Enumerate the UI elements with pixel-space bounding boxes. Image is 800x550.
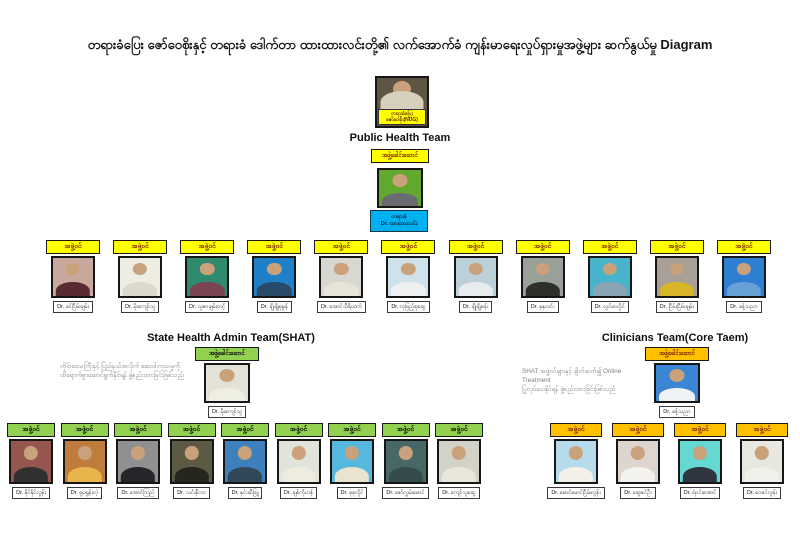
top-leader-label-line1: တရားခံပြေး [391, 111, 413, 117]
member-photo [277, 439, 321, 484]
member-photo [616, 439, 660, 484]
member-role-tag: အဖွဲ့ဝင် [435, 423, 483, 437]
member-card [220, 423, 270, 499]
clinicians-team-title: Clinicians Team(Core Taem) [601, 332, 749, 344]
member-role-tag: အဖွဲ့ဝင် [674, 423, 726, 437]
member-role-tag: အဖွဲ့ဝင် [550, 423, 602, 437]
person-head-shape [66, 263, 80, 276]
member-name-plate: Dr. နုနုလင်း [527, 301, 559, 313]
member-role-tag: အဖွဲ့ဝင် [114, 423, 162, 437]
member-role-tag: အဖွဲ့ဝင် [247, 240, 301, 254]
person-head-shape [755, 446, 769, 460]
member-role-tag: အဖွဲ့ဝင် [314, 240, 368, 254]
person-body-shape [190, 282, 224, 298]
person-body-shape [257, 282, 291, 298]
member-name-plate: Dr. အောင်သီရိထက် [317, 301, 366, 313]
member-photo [722, 256, 766, 298]
public-health-leader-name-box [370, 210, 428, 232]
member-name-plate: Dr. မိုးကျော်သူ [121, 301, 159, 313]
member-role-tag: အဖွဲ့ဝင် [382, 423, 430, 437]
person-body-shape [391, 282, 425, 298]
person-body-shape [121, 467, 155, 484]
clinicians-leader-card [641, 347, 713, 418]
member-name-plate: Dr. ဝေဇင်လွန်း [743, 487, 781, 499]
person-head-shape [468, 263, 482, 276]
person-body-shape [174, 467, 208, 484]
leader-box-line1: တရားခံ [391, 214, 407, 220]
member-card [434, 423, 484, 499]
member-photo [118, 256, 162, 298]
person-body-shape [621, 467, 655, 484]
member-card [310, 240, 372, 313]
member-name-plate: Dr. အောင်ကြည် [117, 487, 158, 499]
member-name-plate: Dr. ခင်ငြိမ်းချမ်း [53, 301, 93, 313]
member-role-tag: အဖွဲ့ဝင် [736, 423, 788, 437]
person-head-shape [398, 446, 412, 460]
person-body-shape [525, 282, 559, 298]
member-card [646, 240, 708, 313]
person-head-shape [392, 174, 407, 186]
person-head-shape [603, 263, 617, 276]
member-name-plate: Dr. ကျော်သူဆွေ [438, 487, 479, 499]
person-head-shape [631, 446, 645, 460]
member-role-tag: အဖွဲ့ဝင် [113, 240, 167, 254]
member-photo [437, 439, 481, 484]
member-photo [319, 256, 363, 298]
member-photo [330, 439, 374, 484]
clinicians-description-line2: ပြုလုပ်ပေးနိုင်ရန် ဖွဲ့စည်းထားခြင်းဖြစ်သည် [522, 386, 616, 393]
member-name-plate: Dr. ဇော်လွှမ်းမောင် [382, 487, 428, 499]
member-name-plate: Dr. ချိုချိုစန်း [459, 301, 492, 313]
person-head-shape [670, 263, 684, 276]
person-body-shape [209, 388, 245, 403]
member-card [60, 423, 110, 499]
clinicians-leader-tag: အဖွဲ့ခေါင်းဆောင် [645, 347, 709, 361]
person-body-shape [727, 282, 761, 298]
member-photo [678, 439, 722, 484]
person-body-shape [442, 467, 476, 484]
person-head-shape [77, 446, 91, 460]
member-photo [740, 439, 784, 484]
person-head-shape [401, 263, 415, 276]
public-health-leader-tag: အဖွဲ့ခေါင်းဆောင် [371, 149, 429, 163]
shat-members-row [6, 423, 484, 499]
member-photo [588, 256, 632, 298]
person-body-shape [67, 467, 101, 484]
member-photo [384, 439, 428, 484]
member-card [670, 423, 730, 499]
member-role-tag: အဖွဲ့ဝင် [449, 240, 503, 254]
person-body-shape [388, 467, 422, 484]
person-head-shape [131, 446, 145, 460]
shat-leader-card [191, 347, 263, 418]
member-name-plate: Dr. လှဖြည့်စုဆွေ [387, 301, 429, 313]
person-body-shape [745, 467, 779, 484]
member-role-tag: အဖွဲ့ဝင် [516, 240, 570, 254]
member-name-plate: Dr. ချစ်ကိုဟန် [280, 487, 317, 499]
member-photo [116, 439, 160, 484]
shat-leader-tag: အဖွဲ့ခေါင်းဆောင် [195, 347, 259, 361]
member-card [327, 423, 377, 499]
person-head-shape [267, 263, 281, 276]
member-photo [554, 439, 598, 484]
member-photo [170, 439, 214, 484]
member-name-plate: Dr. မောင်မောင်ငြိမ်းလွန်း [547, 487, 604, 499]
shat-description-line2: ထိရောက်စွာဆောင်ရွက်နိုင်ရန် ဖွဲ့စည်းထားခြင်းဖြစ်သည် [60, 372, 184, 379]
shat-team-title: State Health Admin Team(SHAT) [147, 332, 315, 344]
person-head-shape [219, 369, 234, 381]
clinicians-members-row [546, 423, 792, 499]
person-body-shape [228, 467, 262, 484]
member-role-tag: အဖွဲ့ဝင် [328, 423, 376, 437]
diagram-title: တရားခံပြေး ဇော်ဝေစိုးနှင့် တရားခံ ဒေါက်တာ ထားထားလင်းတို့၏ လက်အောက်ခံ ကျန်းမာရေးလှုပ်ရှားမှုအဖွဲ့များ ဆက်နွယ်မှု Diagram [87, 37, 713, 52]
member-name-plate: Dr. သူဇာချမ်းတင့် [185, 301, 229, 313]
member-card [109, 240, 171, 313]
member-card [113, 423, 163, 499]
person-head-shape [334, 263, 348, 276]
member-card [608, 423, 668, 499]
member-role-tag: အဖွဲ့ဝင် [7, 423, 55, 437]
person-body-shape [660, 282, 694, 298]
clinicians-description [522, 367, 648, 394]
person-body-shape [559, 467, 593, 484]
shat-leader-name-plate: Dr. မိုးကျော်သူ [208, 406, 246, 418]
member-card [377, 240, 439, 313]
member-role-tag: အဖွဲ့ဝင် [612, 423, 664, 437]
person-head-shape [569, 446, 583, 460]
person-head-shape [291, 446, 305, 460]
person-body-shape [324, 282, 358, 298]
shat-leader-photo [204, 363, 250, 403]
person-body-shape [14, 467, 48, 484]
member-role-tag: အဖွဲ့ဝင် [381, 240, 435, 254]
shat-description [60, 362, 200, 380]
leader-box-line2: Dr. ထားထားလင်း [380, 221, 418, 227]
top-leader-label-line2: ဇော်ဝေစိုး(NUG) [386, 117, 418, 123]
member-name-plate: Dr. ရူပရွန်းလဲ့ [67, 487, 102, 499]
member-role-tag: အဖွဲ့ဝင် [583, 240, 637, 254]
person-body-shape [382, 193, 418, 208]
person-body-shape [593, 282, 627, 298]
member-card [176, 240, 238, 313]
member-card [381, 423, 431, 499]
person-body-shape [659, 388, 695, 403]
member-role-tag: အဖွဲ့ဝင် [168, 423, 216, 437]
member-role-tag: အဖွဲ့ဝင် [46, 240, 100, 254]
member-name-plate: Dr. နိုင်နိုင်လွန်း [12, 487, 50, 499]
member-photo [386, 256, 430, 298]
person-head-shape [669, 369, 684, 381]
member-card [445, 240, 507, 313]
person-head-shape [535, 263, 549, 276]
member-photo [223, 439, 267, 484]
member-role-tag: အဖွဲ့ဝင် [717, 240, 771, 254]
member-name-plate: Dr. ချိုချိုစုမွန် [257, 301, 292, 313]
member-role-tag: အဖွဲ့ဝင် [221, 423, 269, 437]
member-photo [185, 256, 229, 298]
member-role-tag: အဖွဲ့ဝင် [180, 240, 234, 254]
member-role-tag: အဖွဲ့ဝင် [275, 423, 323, 437]
person-body-shape [335, 467, 369, 484]
member-photo [521, 256, 565, 298]
member-card [6, 423, 56, 499]
top-leader-label [378, 109, 426, 125]
clinicians-description-line1: SHAT အဖွဲ့ဝင်များနှင့် ချိတ်ဆက်၍ Online Treatment [522, 368, 622, 384]
member-name-plate: Dr. လွင်မာလှိုင် [591, 301, 629, 313]
member-card [713, 240, 775, 313]
person-head-shape [452, 446, 466, 460]
member-card [512, 240, 574, 313]
person-head-shape [184, 446, 198, 460]
clinicians-leader-name-plate: Dr. ခန့်သညာ [659, 406, 694, 418]
person-body-shape [56, 282, 90, 298]
member-name-plate: Dr. သင်းနီလာ [173, 487, 210, 499]
top-leader-photo [375, 76, 429, 128]
member-role-tag: အဖွဲ့ဝင် [650, 240, 704, 254]
person-body-shape [281, 467, 315, 484]
member-card [732, 423, 792, 499]
person-head-shape [693, 446, 707, 460]
public-health-members-row [42, 240, 775, 313]
member-photo [51, 256, 95, 298]
member-card [167, 423, 217, 499]
public-health-team-title: Public Health Team [349, 132, 451, 144]
person-body-shape [683, 467, 717, 484]
member-card [546, 423, 606, 499]
member-photo [9, 439, 53, 484]
member-card [42, 240, 104, 313]
person-head-shape [737, 263, 751, 276]
member-name-plate: Dr. နှင်းဆီဖြူ [228, 487, 263, 499]
person-head-shape [24, 446, 38, 460]
member-role-tag: အဖွဲ့ဝင် [61, 423, 109, 437]
clinicians-leader-photo [654, 363, 700, 403]
person-head-shape [345, 446, 359, 460]
person-body-shape [458, 282, 492, 298]
member-name-plate: Dr. ငြိမ်းငြိမ်းချမ်း [656, 301, 698, 313]
member-name-plate: Dr. ခန့်သညာ [726, 301, 761, 313]
member-card [243, 240, 305, 313]
member-photo [655, 256, 699, 298]
member-photo [252, 256, 296, 298]
person-head-shape [200, 263, 214, 276]
person-body-shape [123, 282, 157, 298]
public-health-leader-photo [377, 168, 423, 208]
member-photo [63, 439, 107, 484]
person-head-shape [238, 446, 252, 460]
member-name-plate: Dr. ဆွေဇင်ဦး [620, 487, 655, 499]
member-card [274, 423, 324, 499]
member-name-plate: Dr. စုစုလှိုင် [337, 487, 368, 499]
person-head-shape [133, 263, 147, 276]
member-name-plate: Dr. ရဲဝင်းအောင် [680, 487, 720, 499]
shat-description-line1: တိုင်းဒေသကြီးနှင့် ပြည်နယ်အလိုက် ဆေးဝါးကုသမှုကို [60, 363, 180, 370]
member-photo [454, 256, 498, 298]
member-card [579, 240, 641, 313]
